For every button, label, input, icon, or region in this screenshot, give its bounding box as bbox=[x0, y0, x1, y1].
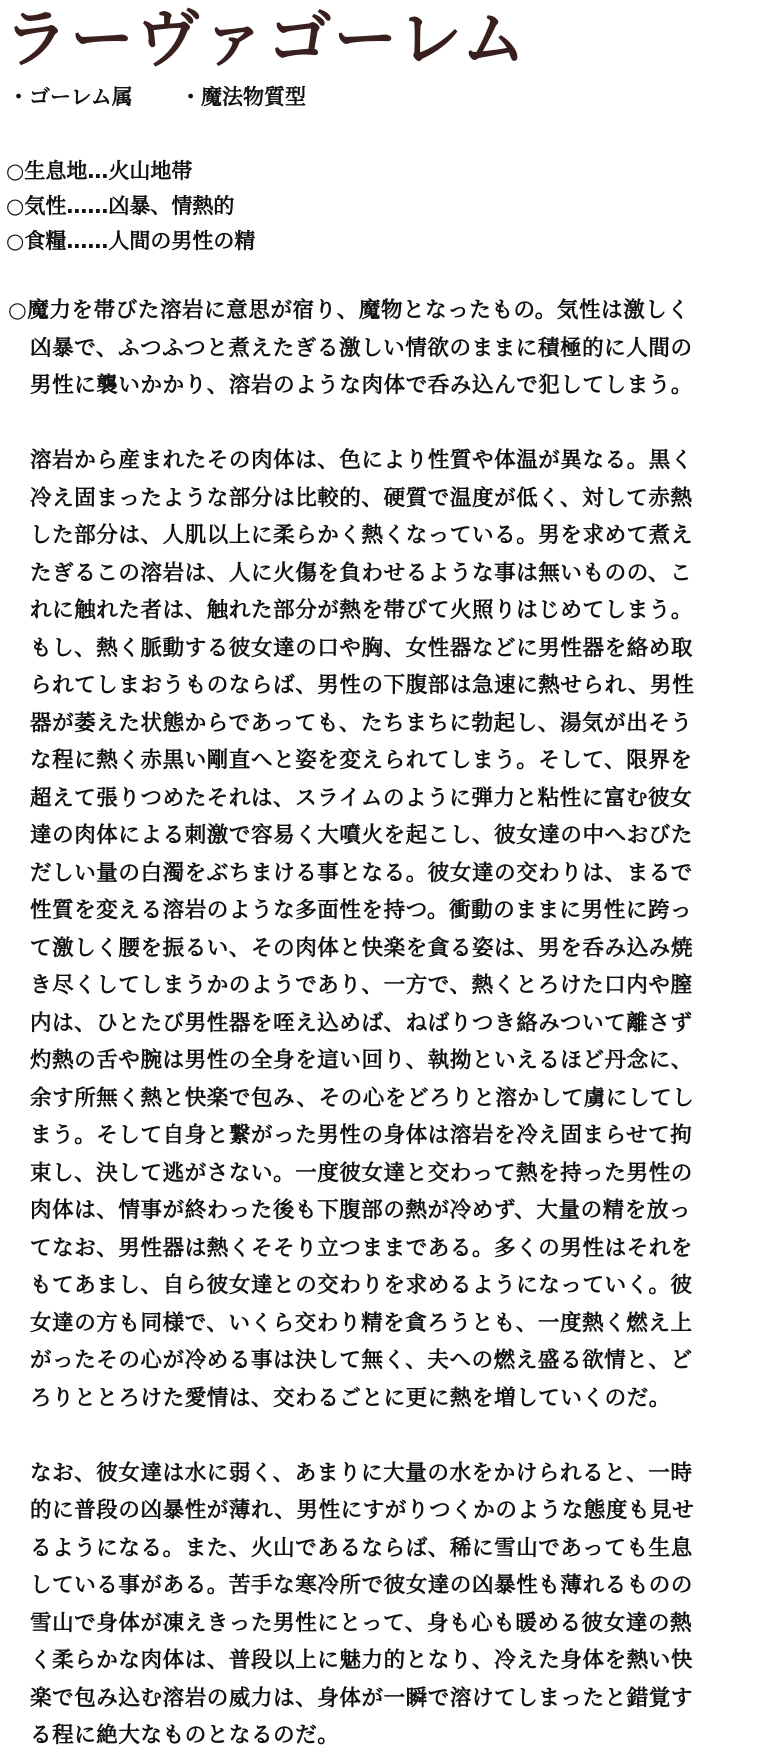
text-line: 溶岩から産まれたその肉体は、色により性質や体温が異なる。黒く bbox=[30, 448, 694, 473]
text-line: る程に絶大なものとなるのだ。 bbox=[30, 1723, 340, 1748]
page-title: ラーヴァゴーレム bbox=[4, 3, 528, 77]
tag-golem: ・ゴーレム属 bbox=[8, 85, 133, 109]
text-line: 肉体は、情事が終わった後も下腹部の熱が冷めず、大量の精を放っ bbox=[30, 1198, 692, 1223]
text-line: 達の肉体による刺激で容易く大噴火を起こし、彼女達の中へおびた bbox=[30, 823, 694, 848]
text-line: した部分は、人肌以上に柔らかく熱くなっている。男を求めて煮え bbox=[30, 523, 694, 548]
category-tags bbox=[8, 82, 346, 112]
text-line: るようになる。また、火山であるならば、稀に雪山であっても生息 bbox=[30, 1535, 693, 1561]
text-line: 灼熱の舌や腕は男性の全身を這い回り、執拗といえるほど丹念に、 bbox=[30, 1048, 694, 1073]
text-line: てなお、男性器は熱くそそり立つままである。多くの男性はそれを bbox=[30, 1235, 694, 1261]
tag-magic-material: ・魔法物質型 bbox=[180, 85, 307, 109]
paragraph bbox=[8, 292, 758, 405]
text-line: 雪山で身体が凍えきった男性にとって、身も心も暖める彼女達の熱 bbox=[30, 1610, 693, 1636]
text-line: がったその心が冷める事は決して無く、夫への燃え盛る欲情と、ど bbox=[30, 1348, 693, 1373]
properties-list bbox=[6, 154, 255, 259]
text-line: られてしまおうものならば、男性の下腹部は急速に熱せられ、男性 bbox=[30, 673, 695, 698]
text-line: だしい量の白濁をぶちまける事となる。彼女達の交わりは、まるで bbox=[30, 860, 693, 886]
text-line: もし、熱く脈動する彼女達の口や胸、女性器などに男性器を絡め取 bbox=[30, 635, 694, 661]
text-line: 的に普段の凶暴性が薄れ、男性にすがりつくかのような態度も見せ bbox=[30, 1498, 695, 1523]
text-line: 冷え固まったような部分は比較的、硬質で温度が低く、対して赤熱 bbox=[30, 485, 693, 511]
description-body bbox=[8, 292, 758, 1755]
text-line: している事がある。苦手な寒冷所で彼女達の凶暴性も薄れるものの bbox=[30, 1573, 694, 1598]
text-line: 凶暴で、ふつふつと煮えたぎる激しい情欲のままに積極的に人間の bbox=[30, 335, 693, 361]
text-line: 内は、ひとたび男性器を咥え込めば、ねばりつき絡みついて離さず bbox=[30, 1010, 693, 1036]
text-line: なお、彼女達は水に弱く、あまりに大量の水をかけられると、一時 bbox=[30, 1460, 693, 1486]
text-line: 女達の方も同様で、いくら交わり精を貪ろうとも、一度熱く燃え上 bbox=[30, 1310, 693, 1336]
property-temperament: ○気性……凶暴、情熱的 bbox=[6, 194, 235, 218]
text-line: たぎるこの溶岩は、人に火傷を負わせるような事は無いものの、こ bbox=[30, 560, 693, 586]
text-line: て激しく腰を振るい、その肉体と快楽を貪る姿は、男を呑み込み焼 bbox=[30, 935, 694, 961]
text-line: く柔らかな肉体は、普段以上に魅力的となり、冷えた身体を熱い快 bbox=[30, 1648, 694, 1673]
text-line: き尽くしてしまうかのようであり、一方で、熱くとろけた口内や膣 bbox=[30, 973, 693, 998]
text-line: ○魔力を帯びた溶岩に意思が宿り、魔物となったもの。気性は激しく bbox=[8, 298, 690, 323]
text-line: もてあまし、自ら彼女達との交わりを求めるようになっていく。彼 bbox=[30, 1273, 693, 1298]
text-line: 器が萎えた状態からであっても、たちまちに勃起し、湯気が出そう bbox=[30, 710, 693, 736]
paragraph-gap bbox=[8, 405, 758, 443]
text-line: 性質を変える溶岩のような多面性を持つ。衝動のままに男性に跨っ bbox=[30, 898, 693, 923]
text-line: 超えて張りつめたそれは、スライムのように弾力と粘性に富む彼女 bbox=[30, 785, 693, 811]
text-line: 楽で包み込む溶岩の威力は、身体が一瞬で溶けてしまったと錯覚す bbox=[30, 1685, 694, 1711]
text-line: 男性に襲いかかり、溶岩のような肉体で呑み込んで犯してしまう。 bbox=[30, 373, 694, 398]
paragraph bbox=[8, 1455, 758, 1755]
paragraph-gap bbox=[8, 1417, 758, 1455]
paragraph bbox=[8, 442, 758, 1417]
text-line: れに触れた者は、触れた部分が熱を帯びて火照りはじめてしまう。 bbox=[30, 598, 694, 623]
property-habitat: ○生息地…火山地帯 bbox=[6, 159, 193, 183]
property-diet: ○食糧……人間の男性の精 bbox=[6, 229, 256, 253]
text-line: な程に熱く赤黒い剛直へと姿を変えられてしまう。そして、限界を bbox=[30, 748, 693, 773]
text-line: ろりととろけた愛情は、交わるごとに更に熱を増していくのだ。 bbox=[30, 1385, 671, 1411]
text-line: 束し、決して逃がさない。一度彼女達と交わって熱を持った男性の bbox=[30, 1160, 693, 1186]
text-line: まう。そして自身と繋がった男性の身体は溶岩を冷え固まらせて拘 bbox=[30, 1123, 693, 1148]
text-line: 余す所無く熱と快楽で包み、その心をどろりと溶かして虜にしてし bbox=[30, 1085, 695, 1111]
